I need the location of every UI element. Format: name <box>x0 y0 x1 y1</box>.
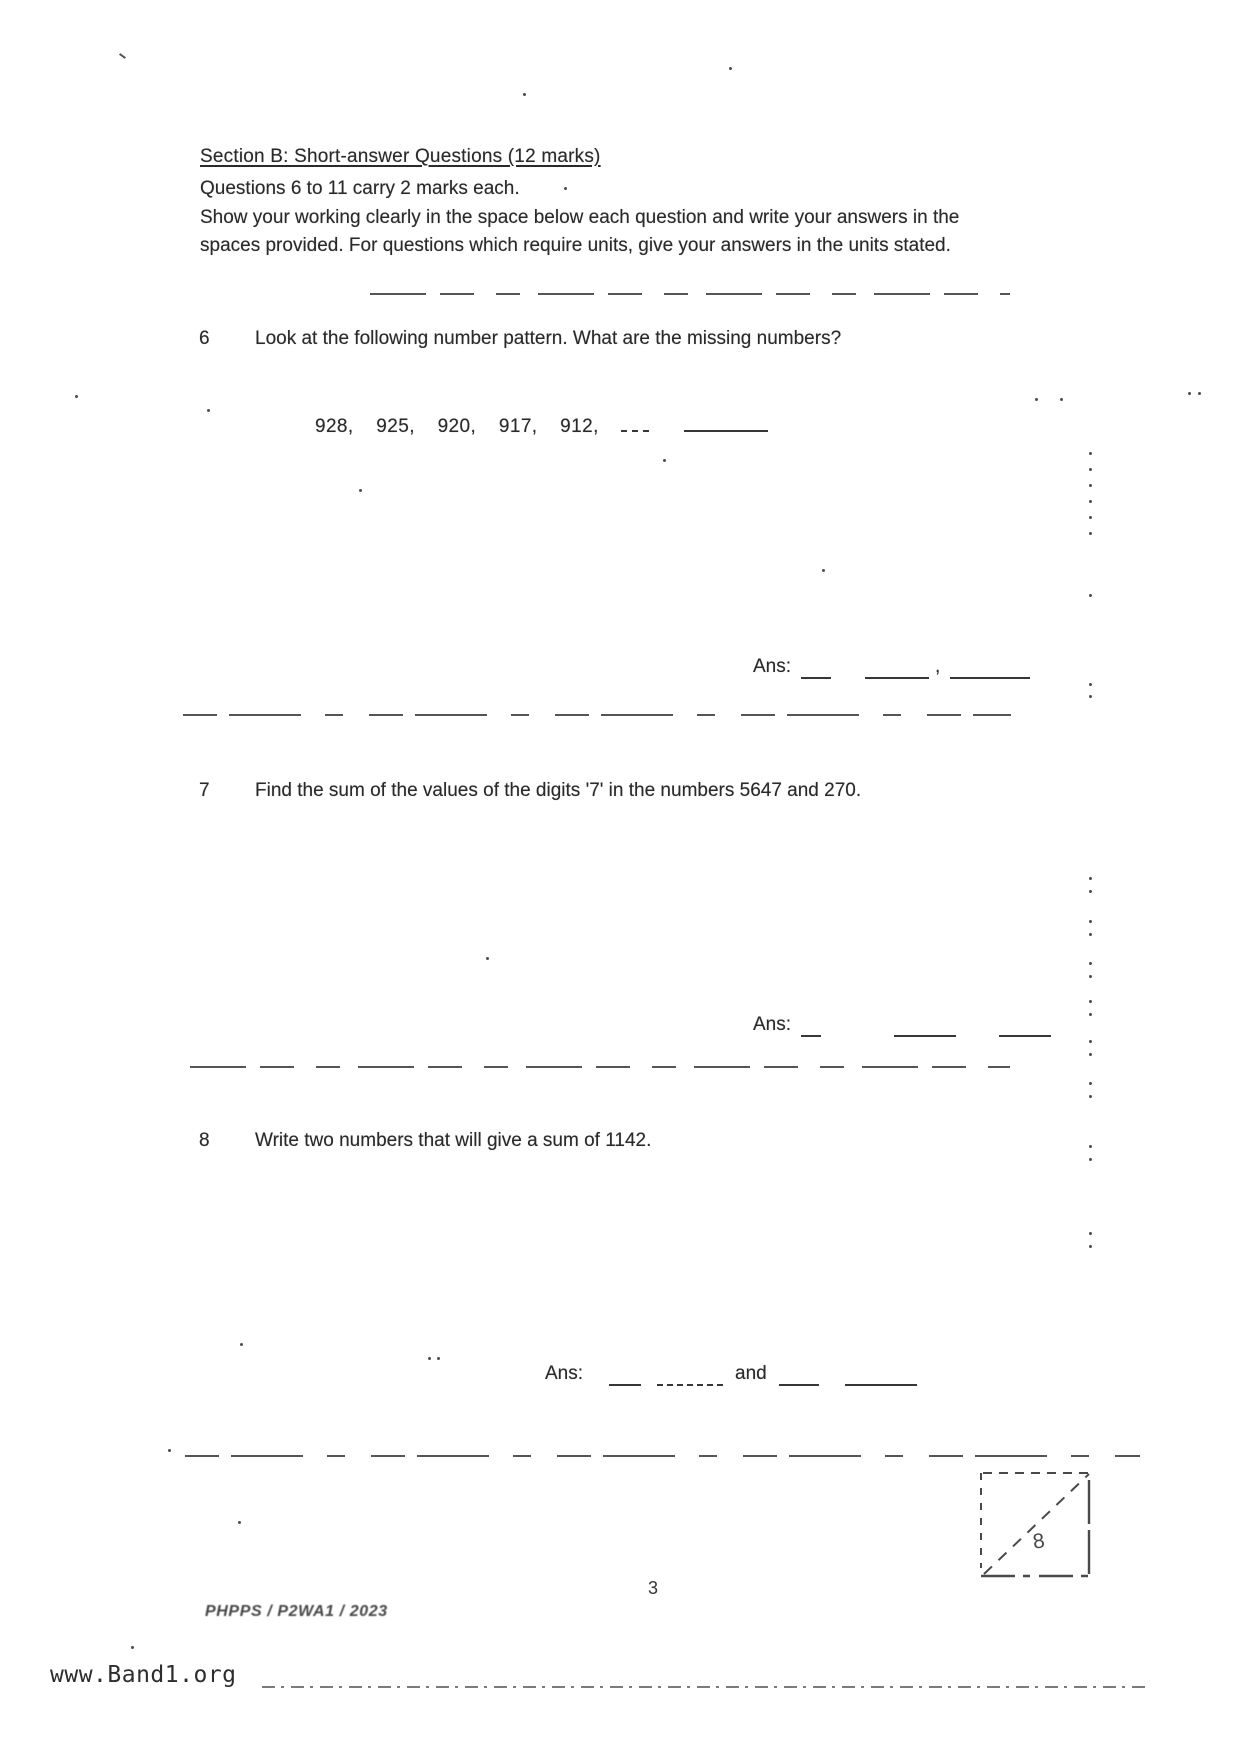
divider <box>185 1455 1140 1457</box>
number-pattern: 928, 925, 920, 917, 912, <box>315 416 599 437</box>
instructions-line-2: spaces provided. For questions which require units, give your answers in the units stated. <box>200 235 951 256</box>
pattern-blank-2 <box>684 414 768 432</box>
question-8-text: Write two numbers that will give a sum of 1142. <box>255 1130 652 1151</box>
scan-artifact <box>1089 452 1092 455</box>
answer-label: Ans: <box>753 656 792 677</box>
answer-separator: , <box>935 656 941 677</box>
scan-artifact <box>1089 1053 1092 1056</box>
and-label: and <box>735 1363 767 1384</box>
scan-artifact <box>238 1521 241 1524</box>
scan-artifact <box>1089 683 1092 686</box>
answer-blank <box>865 661 929 679</box>
question-7-text: Find the sum of the values of the digits '7' in the numbers 5647 and 270. <box>255 780 862 801</box>
scan-artifact <box>523 93 526 96</box>
scan-artifact <box>1089 920 1092 923</box>
page-number: 3 <box>648 1578 659 1598</box>
scan-artifact <box>437 1357 440 1360</box>
answer-blank <box>950 661 1030 679</box>
watermark-line <box>262 1686 1148 1688</box>
scan-artifact <box>1089 695 1092 698</box>
scan-artifact <box>1089 516 1092 519</box>
scan-artifact <box>1089 890 1092 893</box>
divider <box>190 1066 1010 1068</box>
scan-artifact <box>1089 484 1092 487</box>
divider <box>183 714 1011 716</box>
scan-artifact <box>1089 532 1092 535</box>
score-box-frame <box>975 1468 1093 1580</box>
scan-artifact <box>486 957 489 960</box>
answer-label: Ans: <box>753 1014 792 1035</box>
answer-blank <box>845 1368 917 1386</box>
instructions-line-1: Show your working clearly in the space below each question and write your answers in the <box>200 207 960 228</box>
question-6-pattern-row <box>315 414 768 439</box>
scan-artifact <box>1089 1232 1092 1235</box>
question-7-answer-row <box>753 1013 1051 1037</box>
scan-artifact <box>119 53 126 59</box>
scan-artifact <box>131 1646 134 1649</box>
scan-artifact <box>1089 1095 1092 1098</box>
score-box <box>975 1468 1093 1580</box>
scan-artifact <box>1089 1158 1092 1161</box>
scan-artifact <box>359 489 362 492</box>
answer-blank <box>779 1368 819 1386</box>
scan-artifact <box>428 1357 431 1360</box>
scan-artifact <box>1089 594 1092 597</box>
question-7-number: 7 <box>199 780 210 801</box>
scan-artifact <box>168 1449 171 1452</box>
answer-blank <box>657 1368 723 1386</box>
answer-blank <box>609 1368 641 1386</box>
scan-artifact <box>1089 468 1092 471</box>
scan-artifact <box>1089 975 1092 978</box>
scan-artifact <box>75 395 78 398</box>
divider <box>370 293 1010 295</box>
section-heading: Section B: Short-answer Questions (12 marks) <box>200 146 601 167</box>
question-8-number: 8 <box>199 1130 210 1151</box>
scan-artifact <box>1089 1040 1092 1043</box>
scan-artifact <box>1089 1145 1092 1148</box>
answer-blank <box>894 1019 956 1037</box>
scan-artifact <box>207 409 210 412</box>
watermark-text: www.Band1.org <box>50 1662 237 1688</box>
question-6-text: Look at the following number pattern. What are the missing numbers? <box>255 328 842 349</box>
scan-artifact <box>1035 398 1038 401</box>
answer-label: Ans: <box>545 1363 584 1384</box>
scan-artifact <box>1089 1000 1092 1003</box>
score-box-mark: 8 <box>1031 1529 1047 1554</box>
scan-artifact <box>1089 500 1092 503</box>
scan-artifact <box>729 67 732 70</box>
scan-artifact <box>822 569 825 572</box>
scan-artifact <box>1060 398 1063 401</box>
footer-reference: PHPPS / P2WA1 / 2023 <box>205 1603 388 1620</box>
answer-blank <box>801 661 831 679</box>
pattern-blank-1 <box>621 414 649 432</box>
question-8-answer-row <box>545 1362 917 1386</box>
answer-blank <box>999 1019 1051 1037</box>
scan-artifact <box>1089 1013 1092 1016</box>
scan-artifact <box>240 1343 243 1346</box>
scan-artifact <box>1188 392 1191 395</box>
scan-artifact <box>564 187 567 190</box>
scan-artifact <box>1089 962 1092 965</box>
question-6-answer-row <box>753 655 1030 679</box>
scan-artifact <box>1089 933 1092 936</box>
scan-artifact <box>1089 1082 1092 1085</box>
question-6-number: 6 <box>199 328 210 349</box>
scan-artifact <box>1198 392 1201 395</box>
section-subtitle: Questions 6 to 11 carry 2 marks each. <box>200 178 520 199</box>
scan-artifact <box>663 459 666 462</box>
scan-artifact <box>1089 1245 1092 1248</box>
scan-artifact <box>1089 877 1092 880</box>
answer-blank <box>801 1019 821 1037</box>
